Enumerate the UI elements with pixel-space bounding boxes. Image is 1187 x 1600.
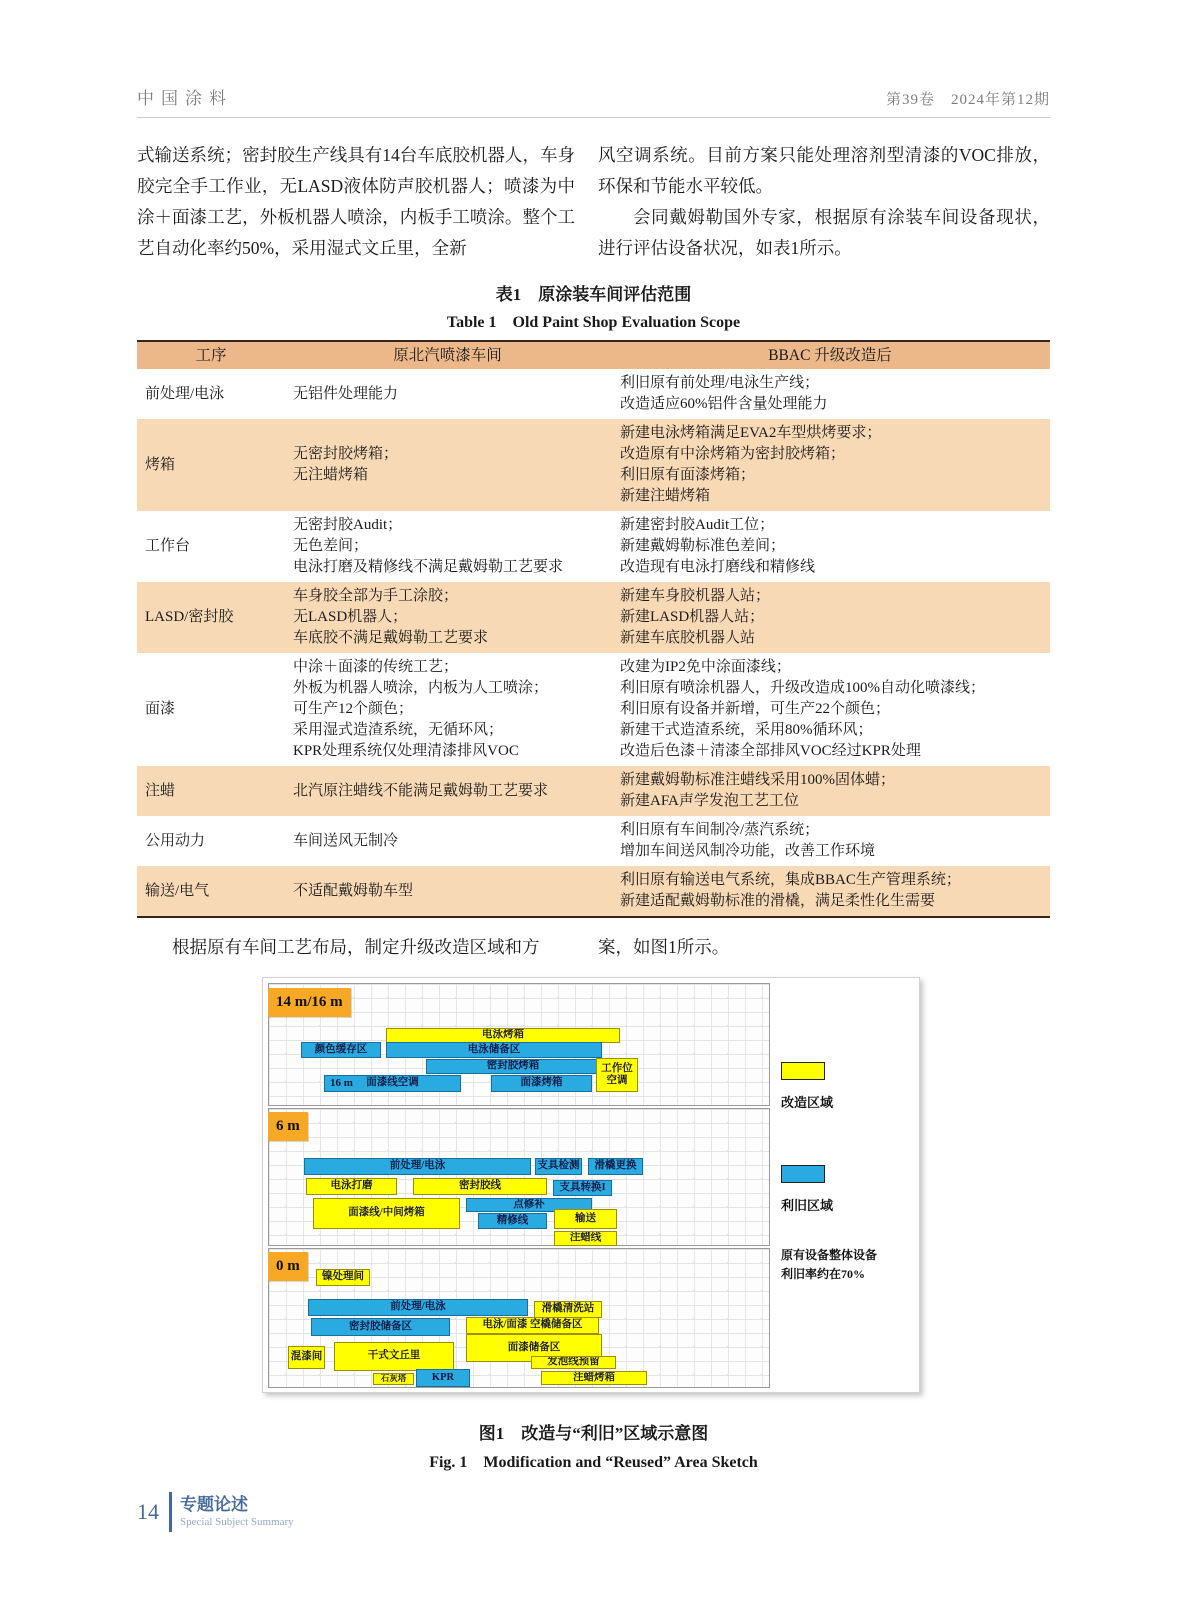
plan-block [554,1231,617,1246]
plan-block-label: 精修线 [496,1214,529,1226]
plan-block-label: 干式文丘里 [367,1350,421,1362]
page-header [137,84,1050,118]
plan-block [386,1042,602,1058]
plan-block [413,1178,547,1195]
table-cell: 改建为IP2免中涂面漆线； 利旧原有喷涂机器人，升级改造成100%自动化喷漆线； 利旧原有设备并新增，可生产22个颜色； 新建干式造渣系统，采用80%循环风； 改造后色漆＋清漆全部排风VOC经过KPR处理 [620,659,985,759]
plan-block-label: 面漆烤箱 [520,1077,563,1089]
elevation-tag: 0 m [268,1252,308,1281]
plan-block [288,1346,325,1369]
table-cell: 利旧原有输送电气系统，集成BBAC生产管理系统； 新建适配戴姆勒标准的滑橇，满足柔性化生需要 [620,872,961,909]
plan-block-label: 点修补 [513,1198,545,1210]
table-cell: 新建车身胶机器人站； 新建LASD机器人站； 新建车底胶机器人站 [620,588,771,646]
table-cell: 利旧原有前处理/电泳生产线； 改造适应60%铝件含量处理能力 [620,375,828,412]
table-row [137,766,1050,816]
plan-block-label: 面漆线/中间烤箱 [348,1207,425,1219]
plan-block-label: 密封胶烤箱 [486,1060,540,1072]
plan-block-label: 电泳/面漆 空橇储备区 [482,1319,583,1331]
figure-note [781,1246,877,1284]
plan-block [386,1028,620,1043]
plan-block-label: 面漆储备区 [507,1341,561,1353]
plan-block-label: 颜色缓存区 [314,1043,368,1055]
paragraph: 式输送系统；密封胶生产线具有14台车底胶机器人，车身胶完全手工作业，无LASD液体防声胶机器人；喷漆为中涂＋面漆工艺，外板机器人喷涂，内板手工喷涂。整个工艺自动化率约50%，采用湿式文丘里，全新 [137,145,575,258]
legend-modification [781,1062,911,1111]
after-table-columns [137,932,1050,963]
paragraph: 案，如图1所示。 [598,937,730,957]
table-cell: LASD/密封胶 [145,609,234,625]
table-cell: 不适配戴姆勒车型 [293,882,414,899]
table-cell: 烤箱 [145,456,176,473]
plan-block-label: 支具转换I [559,1181,606,1193]
plan-block-label: 支具检测 [537,1160,580,1172]
modification-swatch-icon [781,1062,825,1080]
plan-block-label: 滑橇更换 [594,1160,637,1172]
evaluation-table [137,340,1050,918]
table-cell: 前处理/电泳 [145,385,225,402]
plan-block-label: 密封胶储备区 [349,1320,412,1332]
plan-block-label: 注蜡线 [569,1232,602,1244]
plan-block [324,1075,461,1092]
paragraph: 根据原有车间工艺布局，制定升级改造区域和方 [172,937,540,957]
plan-block [596,1058,638,1092]
plan-block-label: 混漆间 [290,1351,323,1363]
table-row [137,653,1050,766]
plan-block-label: 工作位空调 [601,1062,633,1086]
reuse-swatch-icon [781,1165,825,1183]
plan-block-label: 前处理/电泳 [389,1160,446,1172]
plan-block [304,1158,531,1175]
plan-block-label: 电泳打磨 [330,1180,373,1192]
page-footer [137,1492,294,1532]
plan-block-label: 发泡线预留 [547,1356,600,1368]
footer-section-zh: 专题论述 [180,1494,248,1514]
paragraph: 风空调系统。目前方案只能处理溶剂型清漆的VOC排放，环保和节能水平较低。 [598,145,1050,196]
plan-block-label: 电泳储备区 [467,1043,521,1055]
plan-block [313,1198,460,1229]
legend-reuse [781,1165,911,1214]
plan-block [554,1209,617,1229]
plan-block [301,1042,381,1058]
table-cell: 公用动力 [145,832,206,849]
table-cell: 新建电泳烤箱满足EVA2车型烘烤要求； 改造原有中涂烤箱为密封胶烤箱； 利旧原有面漆烤箱； 新建注蜡烤箱 [620,425,882,504]
footer-section-en: Special Subject Summary [180,1516,294,1529]
table-row [137,816,1050,866]
table-row [137,369,1050,419]
figure-note-line: 原有设备整体设备 [781,1248,878,1262]
column-header: 工序 [195,347,227,364]
plan-block-label: KPR [431,1371,455,1383]
plan-block [534,1301,602,1318]
table-cell: 无密封胶Audit； 无色差间； 电泳打磨及精修线不满足戴姆勒工艺要求 [293,517,564,575]
table-row [137,582,1050,653]
plan-block [308,1299,528,1316]
paragraph: 会同戴姆勒国外专家，根据原有涂装车间设备现状，进行评估设备状况，如表1所示。 [598,207,1050,258]
issue-info: 第39卷 2024年第12期 [885,92,1050,108]
plan-block-label: 密封胶线 [459,1180,501,1192]
body-column-right [598,140,1050,264]
plan-block [531,1356,616,1369]
plan-block-label: 面漆线空调 [366,1077,419,1089]
footer-divider [169,1492,172,1532]
elevation-tag: 6 m [268,1112,308,1141]
plan-block-label: 注蜡烤箱 [573,1371,615,1383]
plan-block [311,1318,450,1336]
table-row [137,511,1050,582]
plan-block [553,1180,612,1196]
figure-note-line: 利旧率约在70% [781,1267,866,1282]
plan-block [426,1059,600,1074]
plan-block-prefix: 16 m [330,1077,353,1090]
plan-block-label: 滑橇清洗站 [541,1303,595,1315]
table-body [137,369,1050,916]
table-cell: 无密封胶烤箱； 无注蜡烤箱 [293,446,399,483]
page-number: 14 [137,1499,159,1524]
table-row [137,866,1050,916]
table-cell: 面漆 [145,701,176,717]
plan-block [306,1178,397,1195]
table-cell: 输送/电气 [145,882,210,899]
plan-block [478,1213,547,1229]
table-title-en: Table 1 Old Paint Shop Evaluation Scope [446,314,741,331]
figure-canvas [262,977,920,1393]
table-cell: 无铝件处理能力 [293,385,399,402]
column-header: 原北汽喷漆车间 [393,347,502,364]
plan-block [541,1371,647,1385]
table-cell: 新建密封胶Audit工位； 新建戴姆勒标准色差间； 改造现有电泳打磨线和精修线 [620,517,816,575]
plan-block [416,1369,470,1387]
body-column-left [137,140,575,264]
table-cell: 车身胶全部为手工涂胶； 无LASD机器人； 车底胶不满足戴姆勒工艺要求 [293,588,489,646]
plan-block [373,1373,414,1385]
table-cell: 北汽原注蜡线不能满足戴姆勒工艺要求 [293,782,549,799]
plan-block-label: 前处理/电泳 [390,1301,446,1313]
plan-block [316,1269,370,1286]
figure-caption-zh: 图1 改造与“利旧”区域示意图 [478,1424,709,1443]
figure-caption-en: Fig. 1 Modification and “Reused” Area Sketch [429,1454,758,1471]
plan-block [466,1317,599,1334]
journal-name: 中国涂料 [137,89,233,108]
plan-block-label: 电泳烤箱 [482,1029,524,1041]
plan-block [588,1158,643,1175]
legend-label: 利旧区域 [781,1198,834,1213]
plan-block [334,1342,454,1371]
table-header-row [137,342,1050,369]
table-cell: 注蜡 [145,782,176,799]
legend-label: 改造区域 [781,1095,834,1110]
plan-block-label: 输送 [575,1212,596,1224]
table-title-zh: 表1 原涂装车间评估范围 [495,285,692,304]
plan-block-label: 石灰塔 [380,1373,407,1384]
plan-block [535,1158,582,1175]
plan-block-label: 镍处理间 [322,1271,364,1283]
figure-1 [262,977,1050,1393]
column-header: BBAC 升级改造后 [768,347,892,364]
table-cell: 工作台 [145,538,191,554]
table-cell: 新建戴姆勒标准注蜡线采用100%固体蜡； 新建AFA声学发泡工艺工位 [620,772,895,809]
table-row [137,419,1050,511]
plan-block [491,1075,592,1092]
elevation-tag: 14 m/16 m [268,988,351,1017]
table-cell: 车间送风无制冷 [293,832,399,849]
table-cell: 中涂＋面漆的传统工艺； 外板为机器人喷涂，内板为人工喷涂； 可生产12个颜色； 采用湿式造渣系统，无循环风； KPR处理系统仅处理清漆排风VOC [293,659,549,759]
body-columns [137,140,1050,264]
table-cell: 利旧原有车间制冷/蒸汽系统； 增加车间送风制冷功能，改善工作环境 [620,822,876,859]
